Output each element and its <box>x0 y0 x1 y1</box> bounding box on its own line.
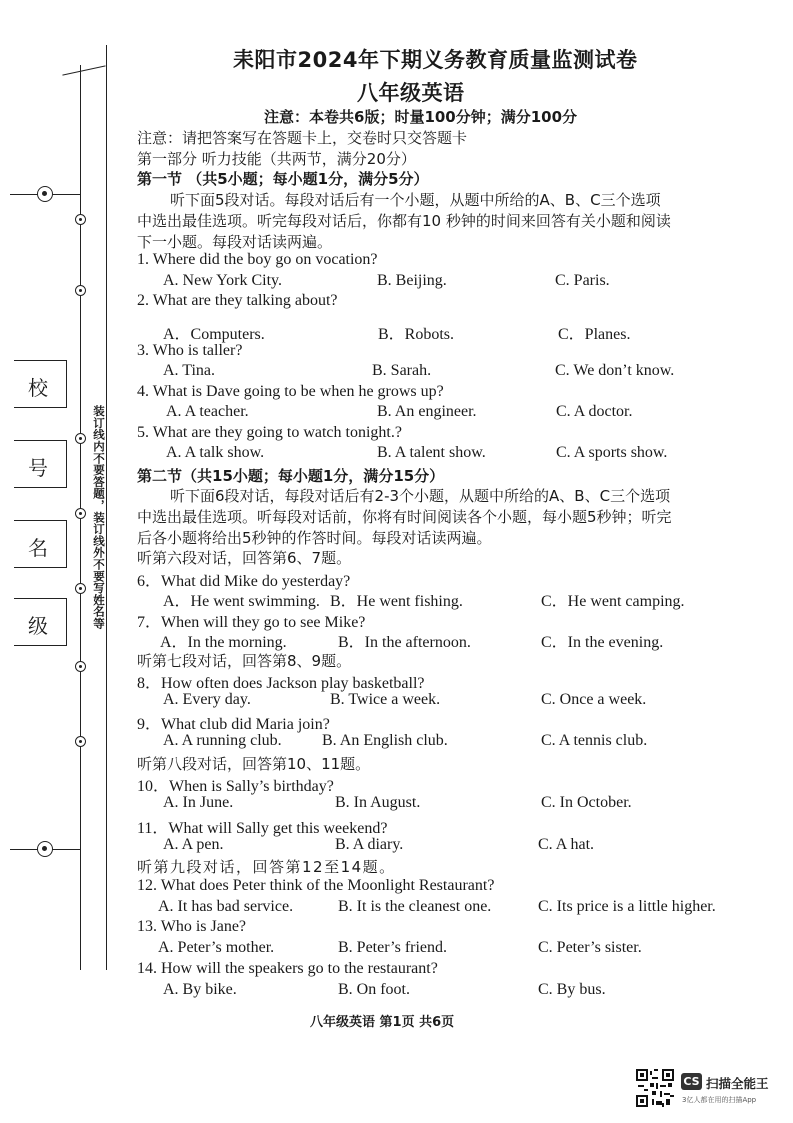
option-c: C. Once a week. <box>541 691 647 708</box>
label-class: 级 <box>28 614 48 638</box>
option-c: C．He went camping. <box>541 593 685 610</box>
option-c: C. Peter’s sister. <box>538 939 642 956</box>
option-b: B. Beijing. <box>377 272 447 289</box>
question-stem: 3. Who is taller? <box>137 342 243 359</box>
option-c: C. By bus. <box>538 981 606 998</box>
exam-subject: 八年级英语 <box>357 81 465 105</box>
section2-instruction: 后各小题将给出5秒钟的作答时间。每段对话读两遍。 <box>137 529 492 547</box>
option-b: B. A diary. <box>335 836 404 853</box>
option-c: C. A tennis club. <box>541 732 648 749</box>
page-footer: 八年级英语 第1页 共6页 <box>310 1015 455 1030</box>
section1-instruction: 听下面5段对话。每段对话后有一个小题，从题中所给的A、B、C三个选项 <box>170 191 661 209</box>
binding-warning-text: 装订线内不要答题，装订线外不要写姓名等 <box>92 405 106 630</box>
label-school: 校 <box>28 376 48 400</box>
binding-dot <box>75 285 86 296</box>
option-b: B. An engineer. <box>377 403 477 420</box>
option-a: A. A running club. <box>163 732 282 749</box>
option-b: B. Sarah. <box>372 362 432 379</box>
binding-hole-bottom <box>37 841 53 857</box>
label-name: 名 <box>28 536 48 560</box>
dialog-header: 听第七段对话，回答第8、9题。 <box>137 652 352 670</box>
question-stem: 14. How will the speakers go to the restaurant? <box>137 960 438 977</box>
binding-dot <box>75 214 86 225</box>
question-stem: 11．What will Sally get this weekend? <box>137 820 388 837</box>
section1-instruction: 中选出最佳选项。听完每段对话后，你都有10 秒钟的时间来回答有关小题和阅读 <box>137 212 671 230</box>
option-a: A．In the morning. <box>160 634 287 651</box>
question-stem: 6．What did Mike do yesterday? <box>137 573 351 590</box>
binding-dot <box>75 583 86 594</box>
question-stem: 12. What does Peter think of the Moonlight Restaurant? <box>137 877 495 894</box>
brand-slogan: 3亿人都在用的扫描App <box>682 1096 757 1104</box>
question-stem: 7．When will they go to see Mike? <box>137 614 366 631</box>
cs-logo: CS <box>681 1073 702 1090</box>
option-a: A. In June. <box>163 794 234 811</box>
option-a: A. Tina. <box>163 362 216 379</box>
option-b: B. Peter’s friend. <box>338 939 448 956</box>
option-b: B. In August. <box>335 794 421 811</box>
option-c: C．In the evening. <box>541 634 664 651</box>
brand-name: 扫描全能王 <box>706 1076 769 1091</box>
question-stem: 13. Who is Jane? <box>137 918 247 935</box>
option-a: A. New York City. <box>163 272 282 289</box>
option-a: A. A teacher. <box>166 403 249 420</box>
section2-instruction: 听下面6段对话，每段对话后有2-3个小题，从题中所给的A、B、C三个选项 <box>170 487 671 505</box>
option-a: A. A pen. <box>163 836 224 853</box>
question-stem: 2. What are they talking about? <box>137 292 338 309</box>
dialog-header: 听第八段对话，回答第10、11题。 <box>137 755 371 773</box>
option-b: B．In the afternoon. <box>338 634 471 651</box>
binding-dot <box>75 736 86 747</box>
section2-heading: 第二节（共15小题；每小题1分，满分15分） <box>137 467 445 485</box>
exam-notice: 注意：本卷共6版；时量100分钟；满分100分 <box>264 108 578 126</box>
section1-instruction: 下一小题。每段对话读两遍。 <box>137 233 333 251</box>
option-a: A. Every day. <box>163 691 251 708</box>
option-c: C. A sports show. <box>556 444 668 461</box>
answer-notice: 注意：请把答案写在答题卡上，交卷时只交答题卡 <box>137 129 468 147</box>
section2-instruction: 中选出最佳选项。听每段对话前，你将有时间阅读各个小题，每小题5秒钟；听完 <box>137 508 672 526</box>
option-a: A. A talk show. <box>166 444 265 461</box>
binding-hole-top <box>37 186 53 202</box>
binding-dot <box>75 661 86 672</box>
option-c: C．Planes. <box>558 326 631 343</box>
option-c: C. A doctor. <box>556 403 633 420</box>
section1-heading: 第一节 （共5小题；每小题1分，满分5分） <box>137 170 429 188</box>
binding-dot <box>75 433 86 444</box>
binding-top-stroke <box>62 65 105 75</box>
option-b: B．He went fishing. <box>330 593 463 610</box>
question-stem: 1. Where did the boy go on vocation? <box>137 251 378 268</box>
dialog-header: 听第九段对话，回答第12至14题。 <box>137 858 396 876</box>
option-c: C. We don’t know. <box>555 362 675 379</box>
option-a: A．He went swimming. <box>163 593 320 610</box>
option-b: B. On foot. <box>338 981 410 998</box>
option-b: B．Robots. <box>378 326 455 343</box>
option-a: A. Peter’s mother. <box>158 939 275 956</box>
option-a: A．Computers. <box>163 326 265 343</box>
option-b: B. An English club. <box>322 732 448 749</box>
exam-title: 耒阳市2024年下期义务教育质量监测试卷 <box>233 48 638 72</box>
binding-dot <box>75 508 86 519</box>
option-b: B. Twice a week. <box>330 691 441 708</box>
qr-code-icon <box>636 1069 674 1107</box>
option-c: C. Paris. <box>555 272 610 289</box>
option-a: A. By bike. <box>163 981 237 998</box>
part1-heading: 第一部分 听力技能（共两节，满分20分） <box>137 150 416 168</box>
question-stem: 5. What are they going to watch tonight.? <box>137 424 402 441</box>
question-stem: 8．How often does Jackson play basketball? <box>137 675 425 692</box>
option-b: B. A talent show. <box>377 444 486 461</box>
option-c: C. In October. <box>541 794 632 811</box>
question-stem: 4. What is Dave going to be when he grows up? <box>137 383 444 400</box>
question-stem: 9．What club did Maria join? <box>137 716 330 733</box>
question-stem: 10．When is Sally’s birthday? <box>137 778 334 795</box>
dialog-header: 听第六段对话，回答第6、7题。 <box>137 549 352 567</box>
option-b: B. It is the cleanest one. <box>338 898 492 915</box>
option-c: C. Its price is a little higher. <box>538 898 716 915</box>
label-number: 号 <box>28 456 48 480</box>
option-c: C. A hat. <box>538 836 595 853</box>
option-a: A. It has bad service. <box>158 898 294 915</box>
